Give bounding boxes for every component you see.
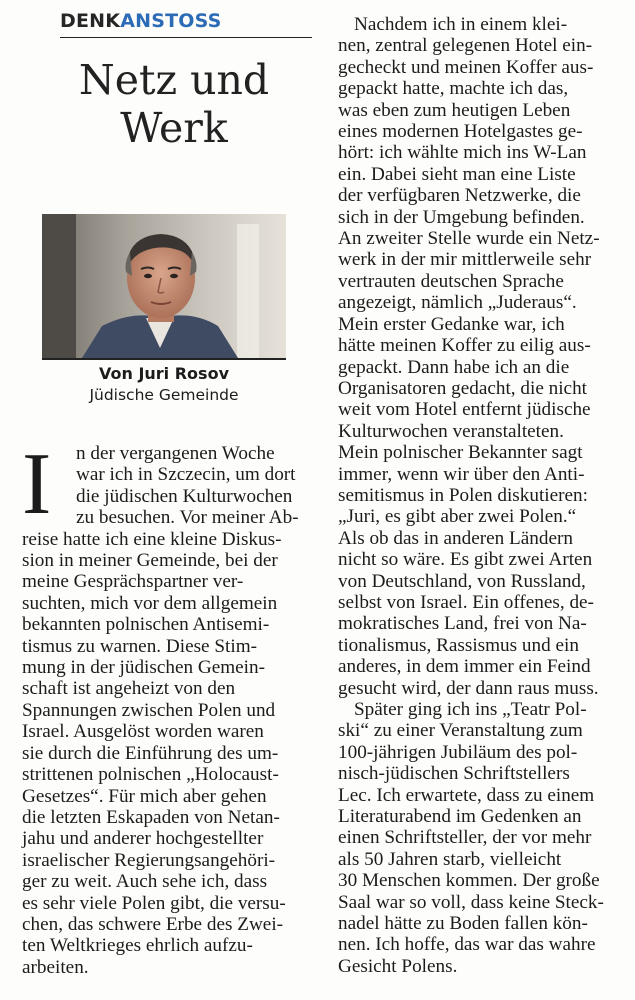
text-line: nen. Ich hoffe, das war das wahre <box>338 934 596 956</box>
text-line: Als ob das in anderen Ländern <box>338 527 573 549</box>
author-organization: Jüdische Gemeinde <box>89 386 239 404</box>
headline <box>22 56 318 152</box>
text-line: israelischer Regierungsangehöri- <box>22 849 276 871</box>
text-line: jahu und anderer hochgestellter <box>22 828 264 850</box>
text-line: hätte meinen Koffer zu eilig aus- <box>338 335 591 357</box>
text-line: gepackt. Dann habe ich an die <box>338 356 570 378</box>
text-line: zu besuchen. Vor meiner Ab- <box>76 507 299 529</box>
paragraph-continued <box>22 529 320 979</box>
text-line: 30 Menschen kommen. Der große <box>338 870 600 892</box>
text-line: „Juri, es gibt aber zwei Polen.“ <box>338 506 577 528</box>
text-line: Israel. Ausgelöst worden waren <box>22 721 264 743</box>
author-name: Von Juri Rosov <box>98 364 229 383</box>
text-line: suchten, mich vor dem allgemein <box>22 592 278 614</box>
text-line: semitismus in Polen diskutieren: <box>338 484 588 506</box>
text-line: die letzten Eskapaden von Netan- <box>22 806 280 828</box>
text-line: meine Gesprächspartner ver- <box>22 571 244 593</box>
text-line: schaft ist angeheizt von den <box>22 678 236 700</box>
text-line: ski“ zu einer Veranstaltung zum <box>338 720 583 742</box>
text-line: Später ging ich ins „Teatr Pol- <box>354 699 587 720</box>
kicker-part1: DENK <box>60 10 121 32</box>
text-line: eines modernen Hotelgastes ge- <box>338 121 583 143</box>
text-line: weit vom Hotel entfernt jüdische <box>338 399 591 421</box>
text-line: sion in meiner Gemeinde, bei der <box>22 550 278 572</box>
text-line: bekannten polnischen Antisemi- <box>22 614 270 636</box>
text-line: 100-jährigen Jubiläum des pol- <box>338 741 578 763</box>
text-line: chen, das schwere Erbe des Zwei- <box>22 913 284 935</box>
text-line: ger zu weit. Auch sehe ich, dass <box>22 871 268 893</box>
author-photo <box>42 214 286 358</box>
text-line: mokratisches Land, frei von Na- <box>338 613 587 635</box>
paragraph-right <box>338 14 620 977</box>
text-line: arbeiten. <box>22 956 89 978</box>
section-kicker <box>60 8 312 38</box>
text-line: sich in der Umgebung befinden. <box>338 206 585 228</box>
text-line: nicht so wäre. Es gibt zwei Arten <box>338 549 593 571</box>
text-line: nadel hätte zu Boden fallen kön- <box>338 913 588 935</box>
headline-line: Werk <box>120 104 228 152</box>
text-line: immer, wenn wir über den Anti- <box>338 463 585 485</box>
article-header <box>22 8 318 152</box>
text-line: gesucht wird, der dann raus muss. <box>338 677 599 699</box>
dropcap-paragraph <box>22 436 320 533</box>
kicker-part2: ANSTOSS <box>120 10 222 32</box>
text-line: Gesetzes“. Für mich aber gehen <box>22 785 267 807</box>
text-line: Mein polnischer Bekannter sagt <box>338 442 583 464</box>
text-line: nisch-jüdischen Schriftstellers <box>338 763 570 785</box>
byline <box>42 364 286 406</box>
text-line: sie durch die Einführung des um- <box>22 742 279 764</box>
drop-cap: I <box>22 436 52 533</box>
text-line: gecheckt und meinen Koffer aus- <box>338 56 594 78</box>
text-line: anderes, in dem immer ein Feind <box>338 656 591 678</box>
text-line: ein. Dabei sieht man eine Liste <box>338 163 576 185</box>
text-line: ten Weltkrieges ehrlich aufzu- <box>22 935 253 957</box>
text-line: gepackt hatte, machte ich das, <box>338 78 569 100</box>
text-line: Saal war so voll, dass keine Steck- <box>338 891 604 913</box>
text-line: reise hatte ich eine kleine Diskus- <box>22 528 282 550</box>
text-line: als 50 Jahren starb, vielleicht <box>338 848 562 870</box>
text-line: Mein erster Gedanke war, ich <box>338 313 565 335</box>
left-column-body <box>22 436 320 978</box>
text-line: vertrauten deutschen Sprache <box>338 270 564 292</box>
text-line: Spannungen zwischen Polen und <box>22 699 276 721</box>
text-line: Literaturabend im Gedenken an <box>338 806 582 828</box>
text-line: Gesicht Polens. <box>338 955 458 977</box>
text-line: Organisatoren gedacht, die nicht <box>338 377 587 399</box>
text-line: mung in der jüdischen Gemein- <box>22 657 265 679</box>
text-line: einen Schriftsteller, der vor mehr <box>338 827 592 849</box>
photo-divider <box>42 358 286 360</box>
text-line: die jüdischen Kulturwochen <box>76 485 293 507</box>
text-line: tionalismus, Rassismus und ein <box>338 634 579 656</box>
text-line: werk in der mir mittlerweile sehr <box>338 249 592 271</box>
text-line: tismus zu warnen. Diese Stim- <box>22 635 258 657</box>
text-line: es sehr viele Polen gibt, die versu- <box>22 892 286 914</box>
text-line: selbst von Israel. Ein offenes, de- <box>338 591 594 613</box>
text-line: der verfügbaren Netzwerke, die <box>338 185 581 207</box>
headline-line: Netz und <box>78 56 270 104</box>
text-line: angezeigt, nämlich „Juderaus“. <box>338 292 577 314</box>
text-line: von Deutschland, von Russland, <box>338 570 586 592</box>
text-line: Kulturwochen veranstalteten. <box>338 420 564 442</box>
text-line: Nachdem ich in einem klei- <box>354 14 568 35</box>
text-line: strittenen polnischen „Holocaust- <box>22 764 279 786</box>
text-line: was eben zum heutigen Leben <box>338 99 571 121</box>
text-line: nen, zentral gelegenen Hotel ein- <box>338 35 593 57</box>
text-line: hört: ich wählte mich ins W-Lan <box>338 142 587 164</box>
text-line: Lec. Ich erwartete, dass zu einem <box>338 784 595 806</box>
text-line: An zweiter Stelle wurde ein Netz- <box>338 228 600 250</box>
text-line: n der vergangenen Woche <box>76 443 275 464</box>
right-column-body <box>338 14 620 977</box>
text-line: war ich in Szczecin, um dort <box>76 464 296 486</box>
